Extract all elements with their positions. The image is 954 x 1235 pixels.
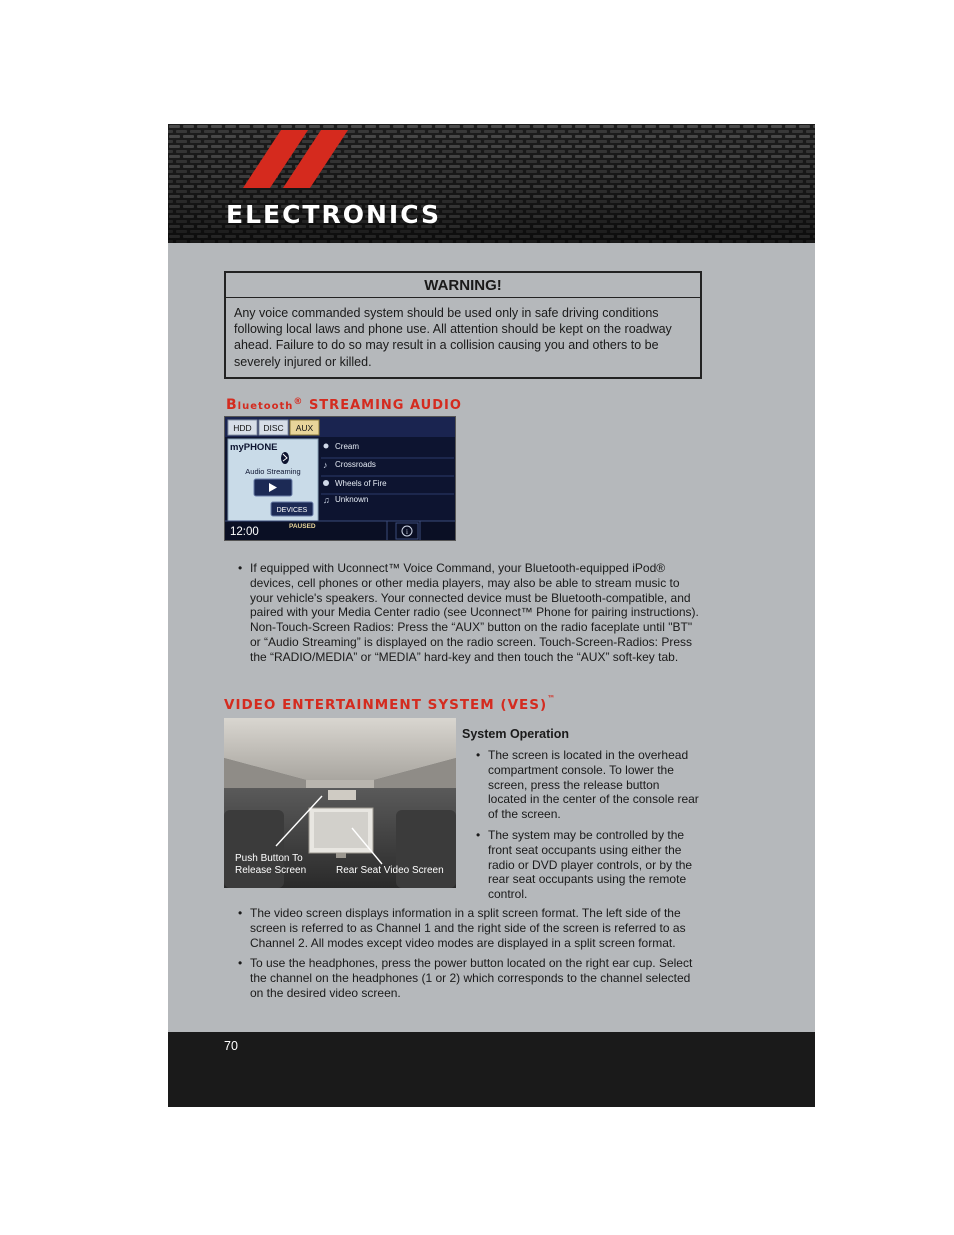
list-item: • The video screen displays information in a split screen format. The left side of the screen is referred to as Channel 1 and the right side of the screen is referred to as Channel 2. All modes except video modes are displayed in a split screen format. (236, 906, 706, 950)
manual-page (168, 124, 815, 1107)
bluetooth-icon (281, 452, 289, 464)
song-icon: ♪ (323, 460, 328, 470)
video-screen (309, 808, 373, 858)
svg-text:DEVICES: DEVICES (276, 507, 308, 514)
warning-box (224, 271, 702, 379)
svg-text:Cream: Cream (335, 442, 360, 451)
push-button-label-line2: Release Screen (235, 865, 307, 876)
bluetooth-section-title: Bluetooth® STREAMING AUDIO (226, 397, 462, 413)
device-name: myPHONE (230, 442, 278, 453)
page-number: 70 (224, 1039, 238, 1053)
push-button-label-line1: Push Button To (235, 853, 303, 864)
album-icon (323, 480, 329, 486)
genre-icon: ♫ (323, 495, 330, 505)
svg-text:DISC: DISC (263, 423, 284, 433)
list-item: • If equipped with Uconnect™ Voice Command, your Bluetooth-equipped iPod® devices, cell phones or other media players, may also be able to stream music to your vehicle's speakers. Your connected device must be Bluetooth-compatible, and paired with your Media Center radio (see Uconnect™ Phone for pairing instructions). Non-Touch-Screen Radios: Press the “AUX” button on the radio faceplate until "BT" or “Audio Streaming” is displayed on the radio screen. Touch-Screen-Radios: Press the “RADIO/MEDIA” or “MEDIA” hard-key and then touch the “AUX” soft-key tab. (236, 561, 706, 665)
ves-section-title: VIDEO ENTERTAINMENT SYSTEM (VES)™ (224, 694, 557, 713)
page-footer (168, 1032, 815, 1107)
svg-text:AUX: AUX (295, 423, 314, 433)
rear-seat-video-label: Rear Seat Video Screen (336, 865, 444, 876)
list-item: • To use the headphones, press the power button located on the right ear cup. Select the channel on the headphones (1 or 2) which corresponds to the channel selected on the desired video screen. (236, 956, 706, 1000)
svg-text:Wheels of Fire: Wheels of Fire (335, 479, 387, 488)
rear-seat-video-photo (224, 718, 456, 888)
devices-button[interactable] (271, 502, 313, 516)
status-paused: PAUSED (289, 523, 316, 530)
tab-aux[interactable] (290, 420, 319, 435)
svg-text:i: i (406, 528, 408, 536)
svg-text:Crossroads: Crossroads (335, 460, 376, 469)
list-item: • The screen is located in the overhead compartment console. To lower the screen, press the release button located in the center of the console rear of the screen. (474, 748, 699, 822)
play-button[interactable] (254, 479, 292, 496)
clock: 12:00 (230, 526, 259, 538)
chapter-header (168, 124, 815, 243)
warning-heading: WARNING! (226, 273, 700, 298)
ves-bullet-list (236, 906, 706, 1007)
tab-disc[interactable] (259, 420, 288, 435)
svg-text:HDD: HDD (233, 423, 252, 433)
track-list (321, 439, 454, 521)
info-button[interactable] (396, 523, 418, 539)
ves-side-bullet-list (474, 748, 699, 908)
artist-icon (324, 444, 329, 449)
system-operation-heading: System Operation (462, 727, 569, 741)
bluetooth-bullet-list (236, 561, 706, 671)
list-item: • The system may be controlled by the front seat occupants using either the radio or DVD player controls, or by the rear seat occupants using the remote control. (474, 828, 699, 902)
audio-streaming-label: Audio Streaming (245, 467, 301, 476)
warning-text: Any voice commanded system should be used only in safe driving conditions following local laws and phone use. All attention should be kept on the roadway ahead. Failure to do so may result in a collision causing you and others to be severely injured or killed. (234, 306, 672, 369)
radio-screen-image (224, 416, 456, 541)
chapter-title: ELECTRONICS (226, 200, 442, 229)
svg-text:Unknown: Unknown (335, 495, 369, 504)
tab-hdd[interactable] (228, 420, 257, 435)
